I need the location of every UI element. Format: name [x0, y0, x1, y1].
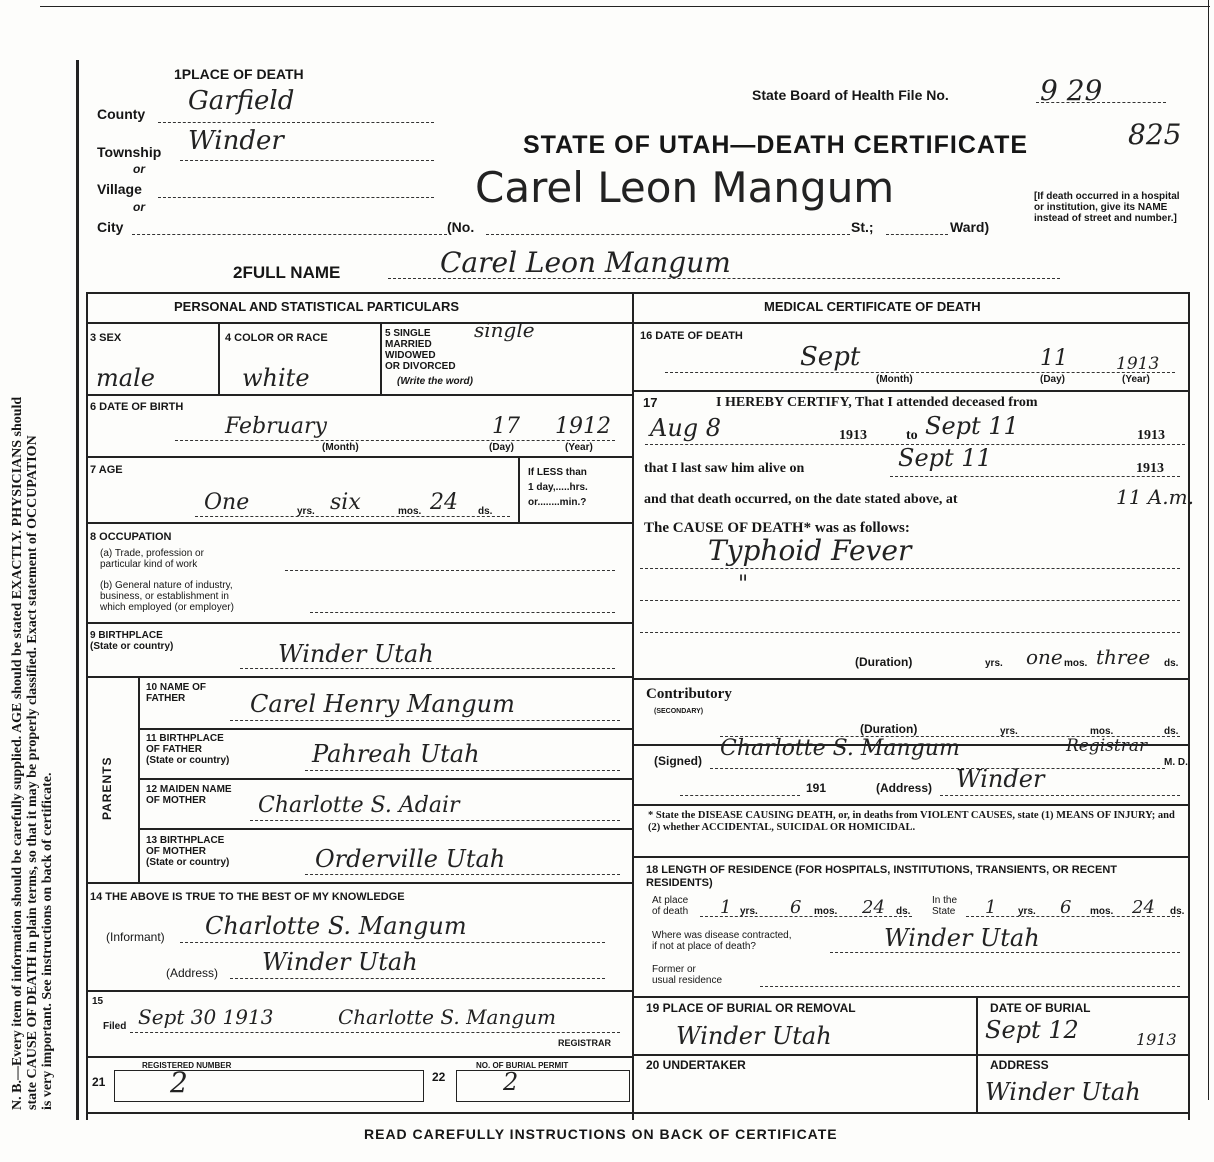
address-value: Winder Utah	[262, 948, 418, 976]
dob-month-cap: (Month)	[322, 442, 359, 453]
dod-month-cap: (Month)	[876, 374, 913, 385]
in-state-ds-cap: ds.	[1170, 906, 1185, 917]
und-address-label: ADDRESS	[990, 1058, 1049, 1072]
cert-text: I HEREBY CERTIFY, That I attended deceased from	[716, 395, 1038, 410]
undertaker-label: 20 UNDERTAKER	[646, 1058, 746, 1072]
city-label: City	[97, 219, 124, 235]
dob-month: February	[225, 414, 327, 439]
sex-value: male	[96, 364, 155, 392]
or-1: or	[133, 162, 145, 176]
year-191: 191	[806, 781, 827, 795]
father-label: 10 NAME OF FATHER	[146, 682, 207, 704]
cert-num: 17	[643, 395, 658, 410]
mother-value: Charlotte S. Adair	[258, 793, 460, 818]
township-value: Winder	[188, 126, 284, 156]
occurred-text: and that death occurred, on the date stated above, at	[644, 492, 958, 507]
dod-year-cap: (Year)	[1122, 374, 1150, 385]
side-instructions	[10, 80, 55, 1110]
age-ds-cap: ds.	[478, 506, 493, 517]
occ-a-line	[285, 570, 615, 571]
st-label: St.;	[851, 219, 874, 235]
at-place-ds-cap: ds.	[896, 906, 911, 917]
contracted-line	[830, 952, 1180, 953]
line-parents-end	[86, 882, 632, 884]
footer-instructions: READ CAREFULLY INSTRUCTIONS ON BACK OF CERTIFICATE	[364, 1126, 838, 1142]
duration-ds-2: ds.	[1164, 726, 1179, 737]
county-label: County	[97, 106, 146, 122]
dob-day: 17	[492, 414, 520, 439]
mother-bp-line	[305, 874, 620, 875]
cause-line-1	[640, 568, 1180, 569]
age-months: six	[330, 490, 361, 515]
father-value: Carel Henry Mangum	[250, 690, 515, 718]
medical-heading: MEDICAL CERTIFICATE OF DEATH	[764, 299, 981, 314]
burial-date-value: Sept 12	[985, 1016, 1079, 1044]
certificate-title: STATE OF UTAH—DEATH CERTIFICATE	[523, 131, 1029, 159]
cause-line-2	[640, 600, 1180, 601]
side-note-line2: state CAUSE OF DEATH in plain terms, so that it may be properly classified. Exact statement of OCCUPATION	[25, 435, 40, 1110]
duration-mos-value: one	[1026, 645, 1063, 669]
attended-to: Sept 11	[925, 412, 1019, 440]
dod-line	[665, 372, 1175, 373]
signed-value: Charlotte S. Mangum	[720, 736, 960, 761]
village-line	[158, 197, 434, 198]
cause-line-3	[640, 632, 1180, 633]
registrar-word: Registrar	[1066, 736, 1148, 756]
line-fatherbp	[138, 778, 632, 780]
full-name-label: 2FULL NAME	[233, 263, 341, 282]
mother-label: 12 MAIDEN NAME OF MOTHER	[146, 784, 232, 806]
dod-day: 11	[1040, 346, 1068, 371]
ward-line	[886, 234, 948, 235]
mother-bp-value: Orderville Utah	[315, 845, 506, 873]
birthplace-value: Winder Utah	[278, 640, 434, 668]
contracted-value: Winder Utah	[884, 924, 1040, 952]
left-divider	[86, 292, 88, 1120]
duration-label-2: (Duration)	[860, 722, 918, 736]
line-row5	[86, 522, 632, 524]
dob-line	[175, 440, 615, 441]
line-row3	[86, 394, 632, 396]
line-mother	[138, 828, 632, 830]
duration-yrs-2: yrs.	[1000, 726, 1018, 737]
line-father	[138, 728, 632, 730]
cause-value: Typhoid Fever	[708, 534, 912, 567]
attended-from-year: 1913	[839, 428, 867, 443]
at-place-ds: 24	[862, 897, 885, 918]
marital-value: single	[474, 318, 535, 342]
hospital-note: [If death occurred in a hospital or institution, give its NAME instead of street and number.]	[1034, 191, 1180, 224]
dob-year-cap: (Year)	[565, 442, 593, 453]
age-years: One	[204, 490, 250, 515]
dod-day-cap: (Day)	[1040, 374, 1066, 385]
street-no-label: (No.	[447, 219, 475, 235]
reg-no-num: 21	[92, 1075, 106, 1089]
township-line	[180, 160, 434, 161]
birthplace-line	[240, 668, 615, 669]
street-line	[486, 234, 850, 235]
burial-date-year: 1913	[1136, 1030, 1177, 1049]
parents-label: PARENTS	[100, 756, 114, 820]
reg-no-value: 2	[170, 1066, 188, 1099]
und-address-value: Winder Utah	[985, 1078, 1141, 1106]
contracted-label: Where was disease contracted, if not at place of death?	[652, 930, 792, 952]
address-line	[230, 978, 605, 979]
dod-year: 1913	[1116, 354, 1160, 374]
burial-permit-num: 22	[432, 1070, 446, 1084]
age-label: 7 AGE	[90, 464, 123, 476]
signed-line	[710, 768, 1165, 769]
line-med-head	[632, 322, 1190, 324]
father-line	[230, 720, 620, 721]
full-name-value: Carel Leon Mangum	[440, 246, 731, 279]
color-value: white	[242, 364, 310, 392]
dod-label: 16 DATE OF DEATH	[640, 330, 743, 342]
informant-statement: 14 THE ABOVE IS TRUE TO THE BEST OF MY KNOWLEDGE	[90, 891, 405, 903]
mother-bp-label: 13 BIRTHPLACE OF MOTHER (State or country)	[146, 835, 230, 868]
attended-to-year: 1913	[1137, 428, 1165, 443]
birthplace-label: 9 BIRTHPLACE (State or country)	[90, 630, 174, 652]
line-undertaker	[632, 1054, 1190, 1056]
ward-label: Ward)	[950, 219, 990, 235]
personal-heading: PERSONAL AND STATISTICAL PARTICULARS	[174, 299, 460, 314]
marital-label: 5 SINGLE MARRIED WIDOWED OR DIVORCED	[385, 328, 456, 372]
last-saw-year: 1913	[1136, 461, 1164, 476]
duration-ds: ds.	[1164, 658, 1179, 669]
dob-year: 1912	[555, 414, 611, 439]
father-bp-value: Pahreah Utah	[312, 740, 480, 768]
burial-permit-box	[456, 1070, 630, 1102]
place-of-death-label: 1PLACE OF DEATH	[174, 66, 304, 82]
side-note-line1: N. B.—Every item of information should be carefully supplied. AGE should be stated EXACTLY. PHYSICIANS should	[10, 396, 25, 1110]
left-border	[76, 60, 79, 1120]
line-med-row5	[632, 804, 1190, 806]
duration-yrs: yrs.	[985, 658, 1003, 669]
div-color	[380, 322, 382, 394]
date-191-line	[680, 795, 800, 796]
informant-label: (Informant)	[106, 930, 165, 944]
file-no-value: 9 29	[1040, 74, 1103, 107]
title-number: 825	[1128, 118, 1182, 151]
informant-value: Charlotte S. Mangum	[205, 912, 467, 940]
dob-day-cap: (Day)	[489, 442, 515, 453]
county-line	[158, 122, 434, 123]
signed-label: (Signed)	[654, 754, 702, 768]
line-row6	[86, 622, 632, 624]
occupation-b: (b) General nature of industry, business, or establishment in which employed (or employer)	[100, 580, 234, 613]
at-place-mos: 6	[790, 897, 802, 918]
contributory-label: Contributory	[646, 686, 732, 702]
last-saw-text: that I last saw him alive on	[644, 461, 805, 476]
filed-line	[130, 1032, 620, 1033]
mother-line	[250, 820, 620, 821]
line-row7	[86, 676, 632, 678]
attended-from: Aug 8	[650, 414, 722, 442]
line-burial	[632, 996, 1190, 998]
occupation-label: 8 OCCUPATION	[90, 531, 172, 543]
at-place-yrs: 1	[720, 897, 732, 918]
in-state-label: In the State	[932, 895, 958, 917]
md-label: M. D.	[1164, 757, 1188, 768]
last-saw-value: Sept 11	[898, 444, 992, 472]
former-line	[760, 986, 1180, 987]
grid-bottom	[86, 1112, 1190, 1114]
in-state-yrs: 1	[985, 897, 997, 918]
div-age	[518, 456, 520, 522]
burial-permit-value: 2	[503, 1068, 519, 1096]
med-address-label: (Address)	[876, 781, 933, 795]
in-state-mos: 6	[1060, 897, 1072, 918]
county-value: Garfield	[188, 86, 295, 116]
typed-name: Carel Leon Mangum	[475, 163, 895, 212]
informant-line	[180, 942, 605, 943]
line-row4	[86, 456, 632, 458]
line-med-row3	[632, 678, 1190, 680]
duration-mos: mos.	[1064, 658, 1088, 669]
filed-label: Filed	[103, 1021, 127, 1032]
former-label: Former or usual residence	[652, 964, 723, 986]
residence-label: 18 LENGTH OF RESIDENCE (FOR HOSPITALS, INSTITUTIONS, TRANSIENTS, OR RECENT RESIDENTS)	[646, 864, 1117, 889]
cause-footnote: * State the DISEASE CAUSING DEATH, or, in deaths from VIOLENT CAUSES, state (1) MEANS OF INJURY; and (2) whether ACCIDENTAL, SUICIDAL OR HOMICIDAL.	[648, 810, 1175, 833]
burial-value: Winder Utah	[676, 1022, 832, 1050]
div-sex	[218, 322, 220, 394]
age-days: 24	[430, 490, 458, 515]
in-state-yrs-cap: yrs.	[1018, 906, 1036, 917]
to-label: to	[906, 428, 918, 443]
father-bp-line	[305, 770, 620, 771]
secondary-label: (SECONDARY)	[654, 708, 704, 715]
city-line	[132, 234, 447, 235]
dod-month: Sept	[800, 342, 861, 372]
village-label: Village	[97, 181, 142, 197]
dob-label: 6 DATE OF BIRTH	[90, 401, 184, 413]
father-bp-label: 11 BIRTHPLACE OF FATHER (State or country)	[146, 733, 230, 766]
med-address-line	[940, 795, 1180, 796]
age-line	[195, 516, 510, 517]
duration-label: (Duration)	[855, 655, 913, 669]
registrar-signature: Charlotte S. Mangum	[338, 1005, 557, 1029]
color-label: 4 COLOR OR RACE	[225, 332, 328, 344]
duration-mos-2: mos.	[1090, 726, 1114, 737]
at-place-yrs-cap: yrs.	[740, 906, 758, 917]
top-border	[40, 6, 1210, 7]
or-2: or	[133, 200, 145, 214]
age-mos-cap: mos.	[398, 506, 422, 517]
filed-num: 15	[92, 996, 104, 1007]
burial-date-label: DATE OF BURIAL	[990, 1001, 1091, 1015]
marital-note: (Write the word)	[397, 376, 473, 387]
if-less-than: If LESS than 1 day,.....hrs. or........min.?	[528, 467, 588, 508]
file-no-label: State Board of Health File No.	[752, 87, 949, 103]
line-med-row6	[632, 856, 1190, 858]
burial-label: 19 PLACE OF BURIAL OR REMOVAL	[646, 1001, 856, 1015]
reg-no-label: REGISTERED NUMBER	[142, 1061, 232, 1070]
address-label: (Address)	[166, 966, 219, 980]
at-place-mos-cap: mos.	[814, 906, 838, 917]
cause-value-2: "	[738, 572, 749, 597]
sex-label: 3 SEX	[90, 332, 122, 344]
in-state-ds: 24	[1132, 897, 1155, 918]
occupation-a: (a) Trade, profession or particular kind of work	[100, 548, 204, 570]
grid-top	[86, 292, 1190, 294]
in-state-mos-cap: mos.	[1090, 906, 1114, 917]
reg-no-box	[114, 1070, 424, 1102]
registrar-label: REGISTRAR	[558, 1038, 612, 1048]
line-pers-head	[86, 322, 632, 324]
township-label: Township	[97, 144, 162, 160]
line-med-row2	[632, 390, 1190, 392]
duration-ds-value: three	[1096, 645, 1151, 669]
filed-value: Sept 30 1913	[138, 1005, 274, 1029]
line-regno	[86, 1056, 632, 1058]
cause-text: The CAUSE OF DEATH* was as follows:	[644, 520, 910, 536]
med-address-value: Winder	[956, 765, 1045, 793]
occurred-value: 11 A.m.	[1116, 485, 1194, 509]
burial-permit-label: NO. OF BURIAL PERMIT	[476, 1061, 569, 1070]
side-note-line3: is very important. See instructions on back of certificate.	[40, 772, 55, 1110]
age-yrs-cap: yrs.	[297, 506, 315, 517]
line-filed	[86, 990, 632, 992]
occ-b-line	[310, 612, 615, 613]
at-place-label: At place of death	[652, 895, 689, 917]
right-border	[1208, 0, 1209, 1100]
